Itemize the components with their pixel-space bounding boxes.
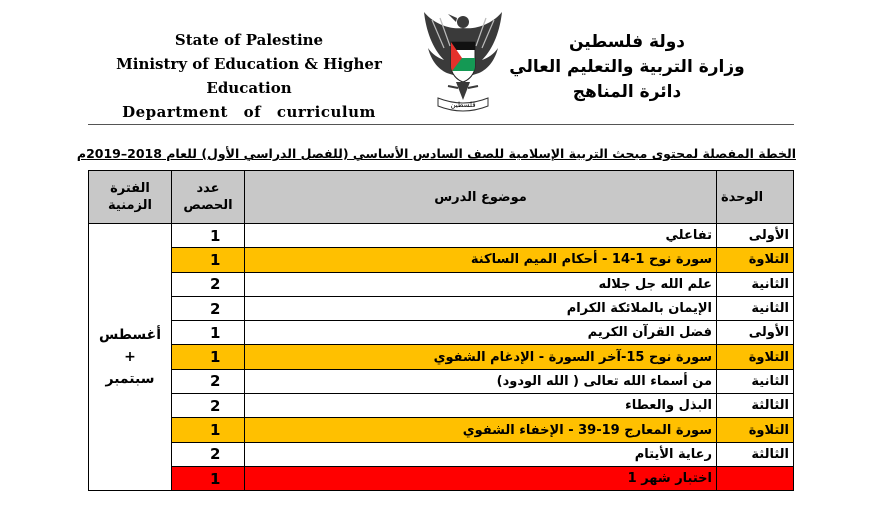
- count-cell: 2: [172, 394, 245, 418]
- header-arabic: [497, 30, 757, 105]
- period-cell: [89, 224, 172, 491]
- unit-cell: الثالثة: [717, 442, 794, 466]
- count-cell: 1: [172, 345, 245, 369]
- plan-title: الخطة المفصلة لمحتوى مبحث التربية الإسلامية للصف السادس الأساسي (للفصل الدراسي الأول) للعام 2018–2019م: [76, 146, 796, 161]
- department-name-en: Department of curriculum: [122, 103, 376, 121]
- topic-cell: تفاعلي: [245, 224, 717, 248]
- count-cell: 2: [172, 442, 245, 466]
- table-row: [89, 442, 794, 466]
- count-cell: 2: [172, 369, 245, 393]
- table-row: [89, 418, 794, 442]
- topic-cell: الإيمان بالملائكة الكرام: [245, 296, 717, 320]
- header-divider: [88, 124, 794, 125]
- count-cell: 1: [172, 224, 245, 248]
- state-name-ar: دولة فلسطين: [568, 32, 686, 52]
- unit-cell: التلاوة: [717, 248, 794, 272]
- count-cell: 2: [172, 296, 245, 320]
- table-row: [89, 224, 794, 248]
- table-row: [89, 296, 794, 320]
- topic-cell: سورة نوح 15-آخر السورة - الإدغام الشفوي: [245, 345, 717, 369]
- unit-cell: التلاوة: [717, 345, 794, 369]
- table-row: [89, 466, 794, 490]
- header-unit: الوحدة: [717, 171, 794, 224]
- table-row: [89, 369, 794, 393]
- topic-cell: سورة نوح 1-14 - أحكام الميم الساكنة: [245, 248, 717, 272]
- count-cell: 2: [172, 272, 245, 296]
- count-cell: 1: [172, 321, 245, 345]
- table-header-row: [89, 171, 794, 224]
- period-label-line1: أغسطس: [98, 327, 162, 344]
- ministry-name-en: Ministry of Education & Higher Education: [116, 55, 382, 97]
- unit-cell: الأولى: [717, 321, 794, 345]
- state-name-en: State of Palestine: [174, 31, 324, 49]
- unit-cell: الثانية: [717, 296, 794, 320]
- emblem-caption: فلسطين: [450, 101, 476, 109]
- header-count: عدد الحصص: [172, 171, 245, 224]
- topic-cell: علم الله جل جلاله: [245, 272, 717, 296]
- header-period: الفترة الزمنية: [89, 171, 172, 224]
- header-topic: موضوع الدرس: [245, 171, 717, 224]
- count-cell: 1: [172, 248, 245, 272]
- table-row: [89, 345, 794, 369]
- topic-cell: فضل القرآن الكريم: [245, 321, 717, 345]
- topic-cell: رعاية الأيتام: [245, 442, 717, 466]
- ministry-name-ar: وزارة التربية والتعليم العالي: [509, 57, 745, 77]
- period-label-line3: سبتمبر: [105, 371, 155, 388]
- period-label-line2: +: [124, 349, 136, 366]
- unit-cell: [717, 466, 794, 490]
- count-cell: 1: [172, 466, 245, 490]
- palestine-emblem-icon: [418, 8, 508, 114]
- topic-cell: سورة المعارج 19-39 - الإخفاء الشفوي: [245, 418, 717, 442]
- lesson-plan-table: [88, 170, 794, 491]
- unit-cell: الأولى: [717, 224, 794, 248]
- topic-cell: البذل والعطاء: [245, 394, 717, 418]
- unit-cell: الثانية: [717, 369, 794, 393]
- topic-cell: اختبار شهر 1: [245, 466, 717, 490]
- unit-cell: الثانية: [717, 272, 794, 296]
- table-row: [89, 248, 794, 272]
- table-row: [89, 272, 794, 296]
- table-row: [89, 321, 794, 345]
- topic-cell: من أسماء الله تعالى ( الله الودود): [245, 369, 717, 393]
- unit-cell: التلاوة: [717, 418, 794, 442]
- count-cell: 1: [172, 418, 245, 442]
- department-name-ar: دائرة المناهج: [572, 82, 682, 102]
- header-english: [96, 28, 402, 124]
- unit-cell: الثالثة: [717, 394, 794, 418]
- table-row: [89, 394, 794, 418]
